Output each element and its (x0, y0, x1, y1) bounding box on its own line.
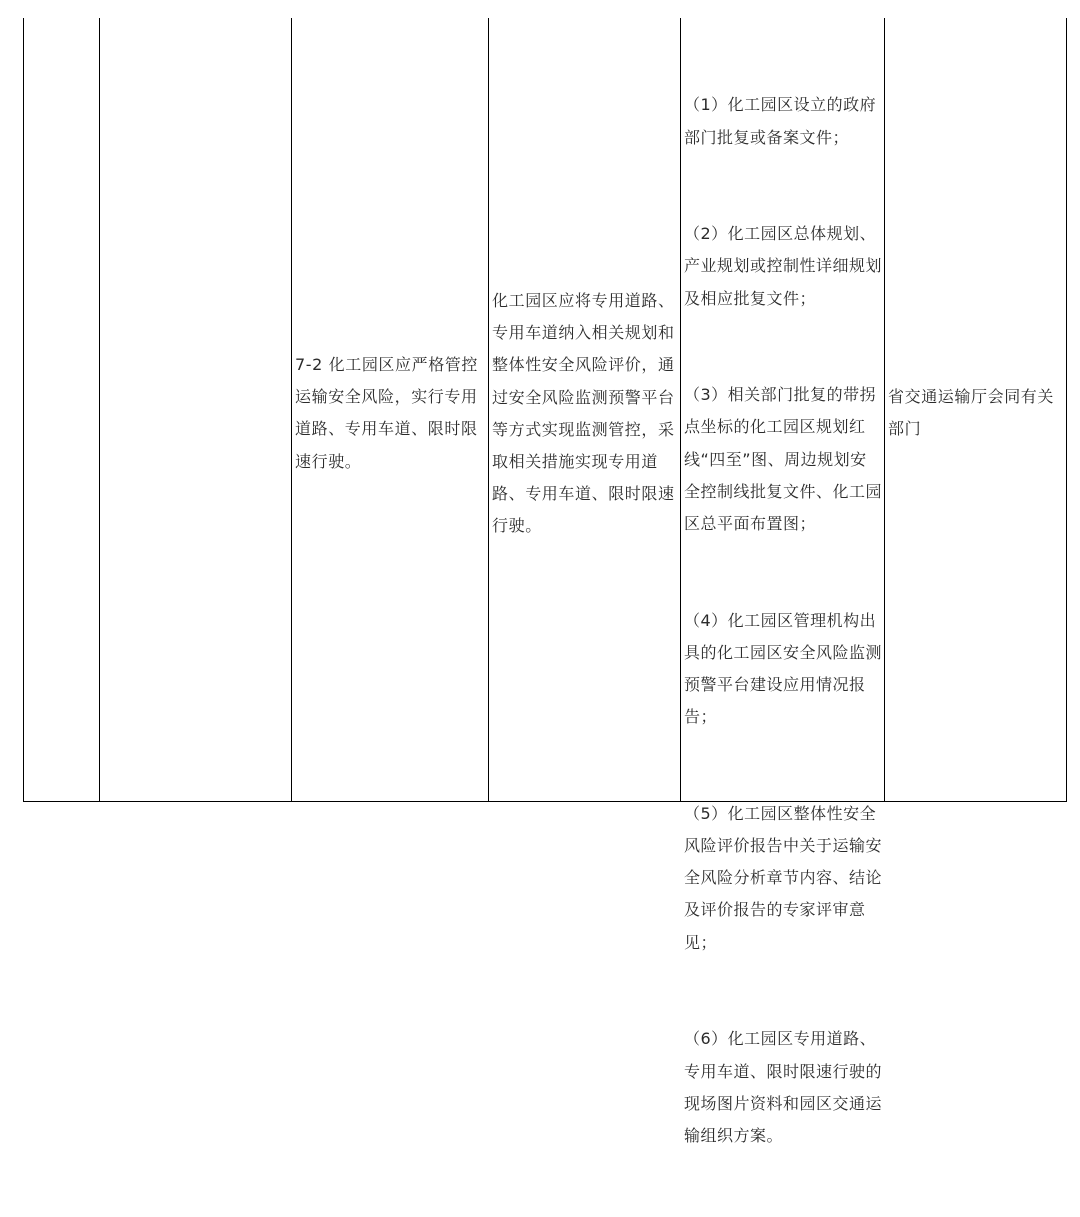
materials-list (684, 25, 882, 1217)
assessment-table (23, 18, 1067, 1145)
table-cell-requirement (292, 18, 489, 801)
material-item: （3）相关部门批复的带拐点坐标的化工园区规划红线“四至”图、周边规划安全控制线批复文件、化工园区总平面布置图； (684, 385, 883, 534)
measures-text: 化工园区应将专用道路、专用车道纳入相关规划和整体性安全风险评价，通过安全风险监测预警平台等方式实现监测管控，采取相关措施实现专用道路、专用车道、限时限速行驶。 (492, 291, 675, 536)
material-item: （2）化工园区总体规划、产业规划或控制性详细规划及相应批复文件； (684, 224, 883, 308)
table-cell-department (885, 18, 1067, 801)
table-cell-materials (681, 18, 885, 1145)
material-item: （4）化工园区管理机构出具的化工园区安全风险监测预警平台建设应用情况报告； (684, 610, 883, 727)
material-item: （5）化工园区整体性安全风险评价报告中关于运输安全风险分析章节内容、结论及评价报告的专家评审意见； (684, 803, 883, 952)
table-cell-item (100, 18, 292, 801)
requirement-text: 7-2 化工园区应严格管控运输安全风险，实行专用道路、专用车道、限时限速行驶。 (295, 355, 479, 471)
material-item: （6）化工园区专用道路、专用车道、限时限速行驶的现场图片资料和园区交通运输组织方案。 (684, 1029, 883, 1145)
table-cell-index (24, 18, 100, 801)
department-text: 省交通运输厅会同有关部门 (888, 387, 1055, 439)
table-cell-measures (489, 18, 681, 801)
material-item: （1）化工园区设立的政府部门批复或备案文件； (684, 95, 877, 147)
